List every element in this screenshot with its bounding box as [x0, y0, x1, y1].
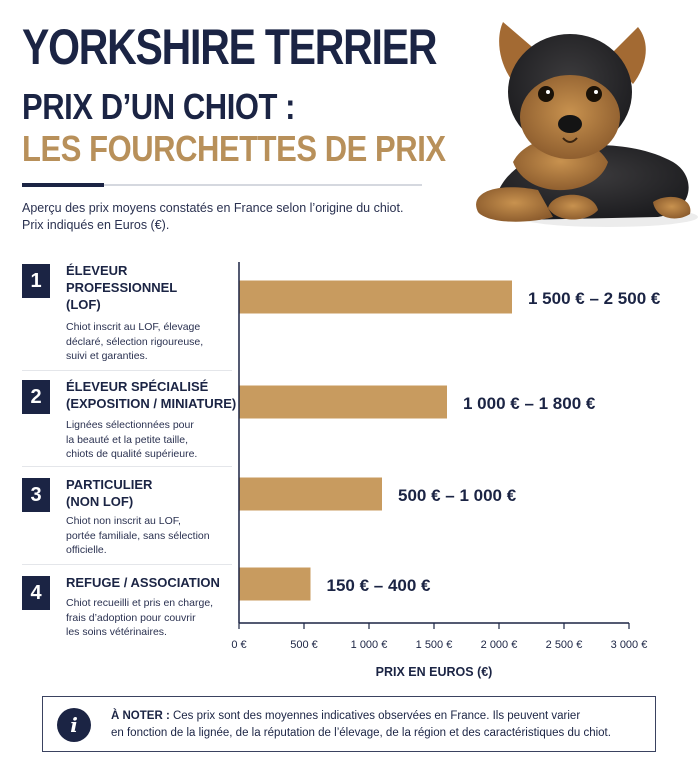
- price-bar: [239, 568, 311, 601]
- main-title: YORKSHIRE TERRIER: [22, 19, 437, 75]
- x-tick-label: 2 000 €: [480, 639, 518, 651]
- info-icon: i: [57, 708, 91, 742]
- x-tick-label: 3 000 €: [610, 639, 648, 651]
- category-description-line: frais d’adoption pour couvrir: [66, 611, 196, 624]
- category-title-line: ÉLEVEUR: [66, 263, 128, 278]
- note-text-line2: en fonction de la lignée, de la réputation de l’élevage, de la région et des caractéristiques du chiot.: [111, 727, 611, 739]
- x-axis-label: PRIX EN EUROS (€): [375, 665, 493, 679]
- x-tick-label: 0 €: [231, 639, 247, 651]
- bar-range-label: 150 € – 400 €: [326, 576, 431, 595]
- x-tick-label: 1 000 €: [350, 639, 388, 651]
- subtitle-line2: LES FOURCHETTES DE PRIX: [22, 128, 446, 169]
- category-title-line: (NON LOF): [66, 494, 134, 509]
- category-description-line: Chiot inscrit au LOF, élevage: [66, 321, 201, 333]
- price-bar: [239, 281, 512, 314]
- category-number: 3: [22, 478, 50, 512]
- category-title-line: (LOF): [66, 297, 101, 312]
- intro-line1: Aperçu des prix moyens constatés en France selon l’origine du chiot.: [22, 201, 404, 215]
- category-title-line: ÉLEVEUR SPÉCIALISÉ: [66, 379, 209, 394]
- category-number: 2: [22, 380, 50, 414]
- category-description-line: Chiot non inscrit au LOF,: [66, 515, 181, 527]
- price-bar: [239, 386, 447, 419]
- x-tick-label: 1 500 €: [415, 639, 453, 651]
- x-tick-label: 2 500 €: [545, 639, 583, 651]
- category-number: 4: [22, 576, 50, 610]
- x-tick-label: 500 €: [290, 639, 318, 651]
- category-description-line: Chiot recueilli et pris en charge,: [66, 597, 214, 609]
- category-description-line: chiots de qualité supérieure.: [66, 448, 198, 460]
- category-description-line: officielle.: [66, 544, 107, 556]
- intro-line2: Prix indiqués en Euros (€).: [22, 218, 170, 232]
- note-text-line1: Ces prix sont des moyennes indicatives observées en France. Ils peuvent varier: [169, 710, 581, 722]
- category-description-line: la beauté et la petite taille,: [66, 433, 189, 446]
- category-description-line: déclaré, sélection rigoureuse,: [66, 335, 204, 348]
- note-box: [42, 696, 656, 752]
- note-line1: [111, 708, 651, 725]
- category-title-line: (EXPOSITION / MINIATURE): [66, 396, 237, 411]
- category-description-line: Lignées sélectionnées pour: [66, 419, 194, 431]
- note-text: [111, 708, 651, 742]
- category-description-line: suivi et garanties.: [66, 350, 148, 362]
- note-label: À NOTER :: [111, 710, 170, 722]
- category-description-line: les soins vétérinaires.: [66, 626, 167, 638]
- price-bar: [239, 478, 382, 511]
- bar-range-label: 500 € – 1 000 €: [398, 486, 517, 505]
- bar-range-label: 1 500 € – 2 500 €: [528, 289, 661, 308]
- category-title-line: PROFESSIONNEL: [66, 280, 178, 295]
- bar-range-label: 1 000 € – 1 800 €: [463, 394, 596, 413]
- category-title-line: PARTICULIER: [66, 477, 153, 492]
- subtitle-line1: PRIX D’UN CHIOT :: [22, 86, 296, 127]
- category-description-line: portée familiale, sans sélection: [66, 529, 210, 542]
- category-number: 1: [22, 264, 50, 298]
- category-title-line: REFUGE / ASSOCIATION: [66, 575, 220, 590]
